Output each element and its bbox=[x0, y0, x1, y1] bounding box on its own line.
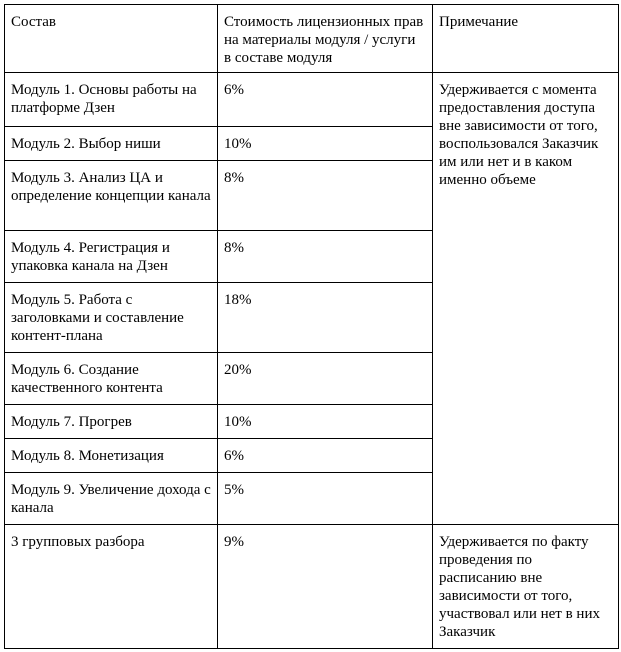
header-note: Примечание bbox=[433, 5, 619, 73]
module-name: Модуль 4. Регистрация и упаковка канала на Дзен bbox=[5, 231, 218, 283]
module-cost: 10% bbox=[218, 127, 433, 161]
module-name: Модуль 1. Основы работы на платформе Дзен bbox=[5, 73, 218, 127]
header-composition: Состав bbox=[5, 5, 218, 73]
module-cost: 8% bbox=[218, 231, 433, 283]
module-cost: 20% bbox=[218, 353, 433, 405]
pricing-table bbox=[4, 4, 619, 649]
module-cost: 6% bbox=[218, 73, 433, 127]
table-row bbox=[5, 525, 619, 649]
module-name: Модуль 2. Выбор ниши bbox=[5, 127, 218, 161]
module-cost: 8% bbox=[218, 161, 433, 231]
module-cost: 18% bbox=[218, 283, 433, 353]
header-license-cost: Стоимость лицензионных прав на материалы модуля / услуги в составе модуля bbox=[218, 5, 433, 73]
module-cost: 6% bbox=[218, 439, 433, 473]
module-name: Модуль 8. Монетизация bbox=[5, 439, 218, 473]
module-name: Модуль 6. Создание качественного контента bbox=[5, 353, 218, 405]
module-name: 3 групповых разбора bbox=[5, 525, 218, 649]
module-cost: 5% bbox=[218, 473, 433, 525]
module-name: Модуль 5. Работа с заголовками и составление контент-плана bbox=[5, 283, 218, 353]
module-name: Модуль 9. Увеличение дохода с канала bbox=[5, 473, 218, 525]
table-header-row bbox=[5, 5, 619, 73]
module-cost: 10% bbox=[218, 405, 433, 439]
note-modules: Удерживается с момента предоставления доступа вне зависимости от того, воспользовался Заказчик им или нет и в каком именно объеме bbox=[433, 73, 619, 525]
table-row bbox=[5, 73, 619, 127]
module-name: Модуль 7. Прогрев bbox=[5, 405, 218, 439]
note-group-reviews: Удерживается по факту проведения по расписанию вне зависимости от того, участвовал или нет в них Заказчик bbox=[433, 525, 619, 649]
module-name: Модуль 3. Анализ ЦА и определение концепции канала bbox=[5, 161, 218, 231]
module-cost: 9% bbox=[218, 525, 433, 649]
